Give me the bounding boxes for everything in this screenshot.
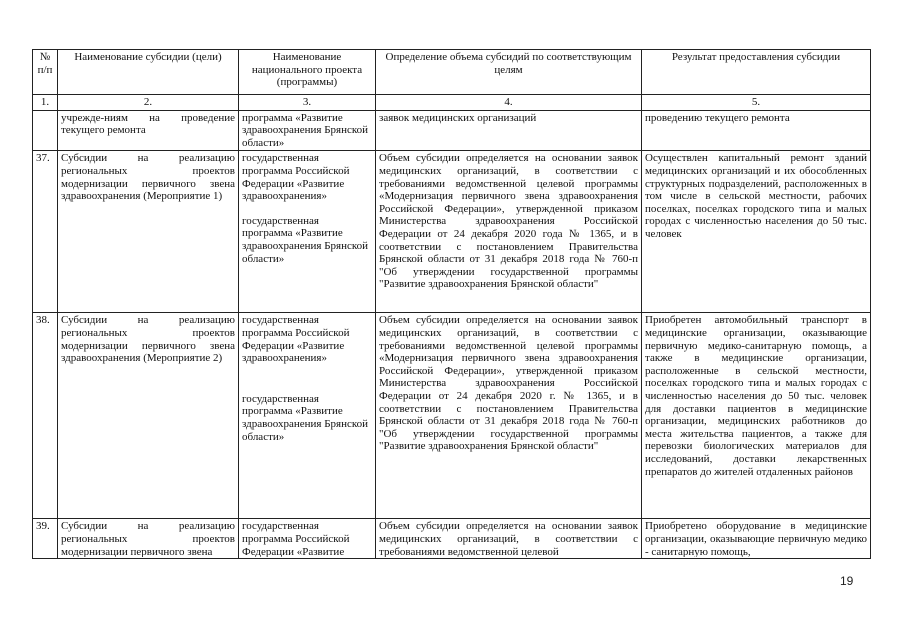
- row-num-text: 39.: [36, 520, 50, 533]
- row-project-cell: [239, 313, 376, 519]
- header-project: Наименование национального проекта (программы): [239, 50, 376, 95]
- project-federal: государственная программа Российской Федерации «Развитие здравоохранения»: [242, 314, 350, 365]
- column-number-row: [33, 95, 871, 111]
- table-row: [33, 519, 871, 559]
- column-number: 4.: [376, 95, 642, 111]
- subsidy-table: [32, 49, 871, 559]
- row-name-cell: учрежде-ниям на проведение текущего ремонта: [58, 110, 239, 151]
- table-row: [33, 313, 871, 519]
- table-header-row: [33, 50, 871, 95]
- row-name-cell: Субсидии на реализацию региональных проектов модернизации первичного звена здравоохранения (Мероприятие 2): [58, 313, 239, 519]
- header-result: Результат предоставления субсидии: [642, 50, 871, 95]
- row-definition-text: Объем субсидии определяется на основании заявок медицинских организаций, в соответствии с требованиями ведомственной целевой: [379, 520, 638, 558]
- column-number: 2.: [58, 95, 239, 111]
- table-row: [33, 151, 871, 313]
- header-name: Наименование субсидии (цели): [58, 50, 239, 95]
- row-name-cell: [58, 519, 239, 559]
- row-num-cell: [33, 110, 58, 151]
- table-row-continuation: [33, 110, 871, 151]
- project-regional: государственная программа «Развитие здравоохранения Брянской области»: [242, 392, 369, 443]
- row-result-cell: [642, 519, 871, 559]
- column-number: 1.: [33, 95, 58, 111]
- row-result-cell: Приобретен автомобильный транспорт в медицинские организации, оказывающие первичную медико-санитарную помощь, а также в медицинские организации, расположенные в сельской местности, поселках городского типа и малых городах с численностью населения до 50 тыс. человек для доставки пациентов в медицинские организации, медицинских работников до места жительства пациентов, а также для перевозки биологических материалов для исследований, доставки лекарственных препаратов до жителей отдаленных районов: [642, 313, 871, 519]
- row-definition-cell: Объем субсидии определяется на основании заявок медицинских организаций, в соответствии с требованиями ведомственной целевой программы «Модернизация первичного звена здравоохранения Российской Федерации», утвержденной приказом Министерства здравоохранения Российской Федерации от 24 декабря 2020 года № 1365, и в соответствии с постановлением Правительства Брянской области от 31 декабря 2018 года № 760-п "Об утверждении государственной программы "Развитие здравоохранения Брянской области": [376, 151, 642, 313]
- row-project-cell: [239, 151, 376, 313]
- row-num-cell: 38.: [33, 313, 58, 519]
- project-federal: государственная программа Российской Федерации «Развитие здравоохранения»: [242, 152, 350, 203]
- row-name-text: Субсидии на реализацию региональных проектов модернизации первичного звена: [61, 520, 235, 558]
- header-definition: Определение объема субсидий по соответствующим целям: [376, 50, 642, 95]
- row-result-text: Приобретено оборудование в медицинские организации, оказывающие первичную медико - санитарную помощь,: [645, 520, 867, 558]
- project-regional: государственная программа «Развитие здравоохранения Брянской области»: [242, 214, 369, 265]
- row-definition-cell: Объем субсидии определяется на основании заявок медицинских организаций, в соответствии с требованиями ведомственной целевой программы «Модернизация первичного звена здравоохранения Российской Федерации», утвержденной приказом Министерства здравоохранения Российской Федерации от 24 декабря 2020 г. № 1365, и в соответствии с постановлением Правительства Брянской области от 31 декабря 2018 года № 760-п "Об утверждении государственной программы "Развитие здравоохранения Брянской области": [376, 313, 642, 519]
- row-project-cell: [239, 519, 376, 559]
- row-result-cell: Осуществлен капитальный ремонт зданий медицинских организаций и их обособленных структурных подразделений, расположенных в том числе в сельской местности, рабочих поселках, поселках городского типа и малых городах с численностью населения до 50 тыс. человек: [642, 151, 871, 313]
- project-federal: государственная программа Российской Федерации «Развитие: [242, 520, 350, 558]
- row-num-cell: [33, 519, 58, 559]
- page-number: 19: [840, 574, 854, 588]
- column-number: 5.: [642, 95, 871, 111]
- row-definition-cell: [376, 519, 642, 559]
- row-project-cell: программа «Развитие здравоохранения Брянской области»: [239, 110, 376, 151]
- row-result-cell: проведению текущего ремонта: [642, 110, 871, 151]
- column-number: 3.: [239, 95, 376, 111]
- row-num-cell: 37.: [33, 151, 58, 313]
- header-num: № п/п: [33, 50, 58, 95]
- row-name-cell: Субсидии на реализацию региональных проектов модернизации первичного звена здравоохранения (Мероприятие 1): [58, 151, 239, 313]
- row-definition-cell: заявок медицинских организаций: [376, 110, 642, 151]
